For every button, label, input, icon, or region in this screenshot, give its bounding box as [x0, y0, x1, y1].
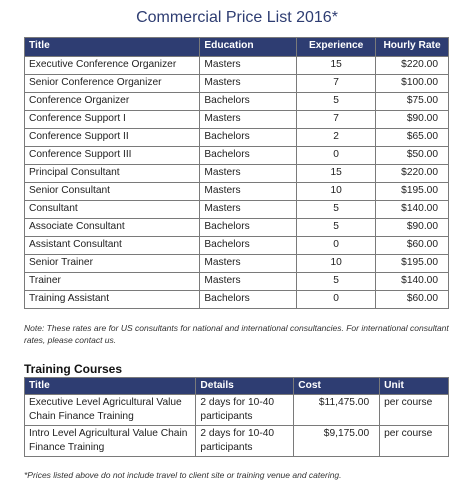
cell-hourly-rate: $220.00: [376, 57, 449, 75]
table-row: [25, 273, 449, 291]
cell-hourly-rate: $65.00: [376, 129, 449, 147]
cell-hourly-rate: $75.00: [376, 93, 449, 111]
cell-experience: 5: [297, 219, 376, 237]
column-header-title: Title: [25, 38, 200, 57]
cell-experience: 5: [297, 93, 376, 111]
cell-education: Bachelors: [200, 147, 297, 165]
cell-course-title: Intro Level Agricultural Value Chain Finance Training: [25, 426, 196, 457]
column-header-education: Education: [200, 38, 297, 57]
cell-education: Masters: [200, 201, 297, 219]
table-row: [25, 57, 449, 75]
cell-title: Training Assistant: [25, 291, 200, 309]
column-header-course-title: Title: [25, 378, 196, 395]
column-header-hourly-rate: Hourly Rate: [376, 38, 449, 57]
cell-hourly-rate: $90.00: [376, 111, 449, 129]
cell-experience: 5: [297, 201, 376, 219]
cell-title: Senior Consultant: [25, 183, 200, 201]
cell-experience: 0: [297, 237, 376, 255]
table-row: [25, 255, 449, 273]
price-table-body: [25, 57, 449, 309]
table-row: [25, 165, 449, 183]
table-row: [25, 129, 449, 147]
table-row: [25, 183, 449, 201]
cell-unit: per course: [380, 395, 449, 426]
cell-education: Masters: [200, 255, 297, 273]
table-row: [25, 147, 449, 165]
column-header-details: Details: [196, 378, 294, 395]
cell-title: Senior Conference Organizer: [25, 75, 200, 93]
table-row: [25, 291, 449, 309]
cell-education: Masters: [200, 75, 297, 93]
cell-hourly-rate: $220.00: [376, 165, 449, 183]
cell-title: Trainer: [25, 273, 200, 291]
cell-experience: 15: [297, 57, 376, 75]
cell-experience: 15: [297, 165, 376, 183]
cell-experience: 5: [297, 273, 376, 291]
table-row: [25, 93, 449, 111]
cell-education: Bachelors: [200, 291, 297, 309]
cell-details: 2 days for 10-40 participants: [196, 395, 294, 426]
table-row: [25, 219, 449, 237]
table-row: [25, 426, 449, 457]
pricing-footnote: *Prices listed above do not include travel to client site or training venue and catering.: [24, 470, 342, 480]
cell-education: Masters: [200, 273, 297, 291]
training-table-header-row: [25, 378, 449, 395]
training-section-title: Training Courses: [24, 362, 123, 376]
cell-hourly-rate: $195.00: [376, 255, 449, 273]
cell-education: Bachelors: [200, 93, 297, 111]
cell-hourly-rate: $90.00: [376, 219, 449, 237]
cell-education: Masters: [200, 111, 297, 129]
page-title: Commercial Price List 2016*: [136, 9, 338, 26]
cell-education: Bachelors: [200, 237, 297, 255]
cell-details: 2 days for 10-40 participants: [196, 426, 294, 457]
cell-hourly-rate: $100.00: [376, 75, 449, 93]
rates-note: Note: These rates are for US consultants for national and international consultancies. For international consultant rates, please contact us.: [24, 323, 449, 345]
cell-education: Masters: [200, 57, 297, 75]
cell-title: Conference Support I: [25, 111, 200, 129]
price-table: [24, 37, 449, 309]
column-header-cost: Cost: [294, 378, 380, 395]
cell-title: Consultant: [25, 201, 200, 219]
cell-education: Bachelors: [200, 219, 297, 237]
cell-unit: per course: [380, 426, 449, 457]
cell-education: Masters: [200, 165, 297, 183]
training-table: [24, 377, 449, 457]
cell-experience: 7: [297, 75, 376, 93]
cell-cost: $9,175.00: [294, 426, 380, 457]
column-header-experience: Experience: [297, 38, 376, 57]
cell-experience: 10: [297, 255, 376, 273]
cell-course-title: Executive Level Agricultural Value Chain Finance Training: [25, 395, 196, 426]
cell-cost: $11,475.00: [294, 395, 380, 426]
cell-education: Masters: [200, 183, 297, 201]
cell-title: Conference Support II: [25, 129, 200, 147]
table-row: [25, 201, 449, 219]
cell-title: Principal Consultant: [25, 165, 200, 183]
cell-education: Bachelors: [200, 129, 297, 147]
cell-hourly-rate: $50.00: [376, 147, 449, 165]
column-header-unit: Unit: [380, 378, 449, 395]
cell-title: Associate Consultant: [25, 219, 200, 237]
cell-experience: 2: [297, 129, 376, 147]
training-table-body: [25, 395, 449, 457]
cell-experience: 7: [297, 111, 376, 129]
cell-title: Assistant Consultant: [25, 237, 200, 255]
cell-experience: 10: [297, 183, 376, 201]
table-row: [25, 395, 449, 426]
cell-title: Senior Trainer: [25, 255, 200, 273]
cell-title: Conference Support III: [25, 147, 200, 165]
table-row: [25, 237, 449, 255]
cell-hourly-rate: $195.00: [376, 183, 449, 201]
cell-hourly-rate: $60.00: [376, 237, 449, 255]
cell-hourly-rate: $140.00: [376, 201, 449, 219]
price-table-header-row: [25, 38, 449, 57]
cell-hourly-rate: $140.00: [376, 273, 449, 291]
cell-experience: 0: [297, 147, 376, 165]
table-row: [25, 75, 449, 93]
cell-title: Conference Organizer: [25, 93, 200, 111]
cell-hourly-rate: $60.00: [376, 291, 449, 309]
table-row: [25, 111, 449, 129]
cell-experience: 0: [297, 291, 376, 309]
cell-title: Executive Conference Organizer: [25, 57, 200, 75]
